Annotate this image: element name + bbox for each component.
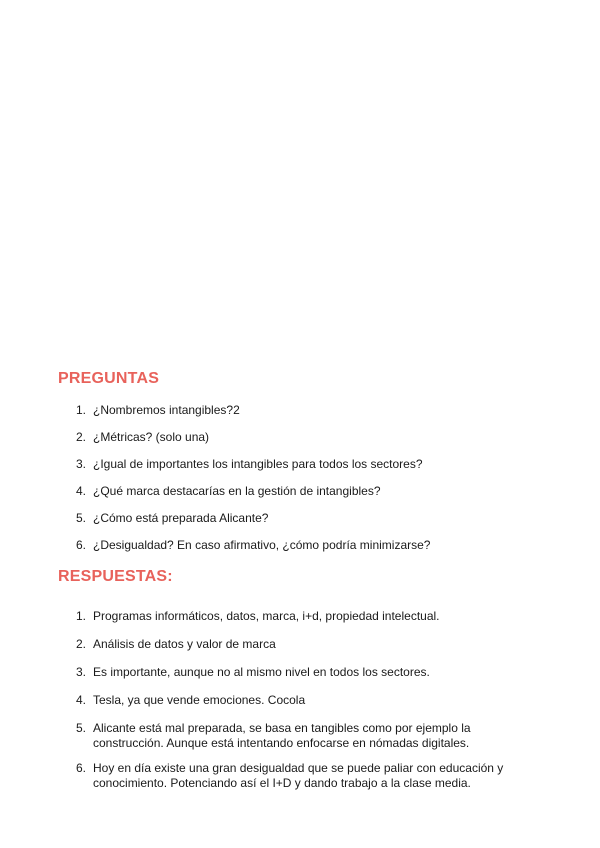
answer-text: Alicante está mal preparada, se basa en tangibles como por ejemplo la construcción. Aunque está intentando enfocarse en nómadas digitales. [93, 721, 471, 750]
answer-text: Es importante, aunque no al mismo nivel en todos los sectores. [93, 665, 430, 679]
question-item [58, 430, 518, 445]
answer-number: 4. [76, 693, 87, 707]
preguntas-heading: PREGUNTAS [58, 370, 160, 387]
answer-text: Hoy en día existe una gran desigualdad que se puede paliar con educación y conocimiento. Potenciando así el I+D y dando trabajo a la clase media. [93, 761, 504, 790]
answer-item [58, 609, 518, 624]
question-text: ¿Cómo está preparada Alicante? [93, 511, 269, 525]
questions-list [58, 403, 518, 565]
answer-item [58, 665, 518, 680]
question-text: ¿Qué marca destacarías en la gestión de intangibles? [93, 484, 381, 498]
question-text: ¿Desigualdad? En caso afirmativo, ¿cómo podría minimizarse? [93, 538, 431, 552]
question-item [58, 511, 518, 526]
respuestas-heading: RESPUESTAS: [58, 568, 173, 585]
answer-item [58, 761, 518, 791]
question-number: 4. [76, 484, 87, 498]
question-number: 1. [76, 403, 87, 417]
question-number: 5. [76, 511, 87, 525]
question-item [58, 538, 518, 553]
answer-number: 1. [76, 609, 87, 623]
answer-number: 6. [76, 761, 87, 775]
question-item [58, 403, 518, 418]
answer-item [58, 637, 518, 652]
answers-list [58, 609, 518, 801]
answer-number: 2. [76, 637, 87, 651]
answer-number: 5. [76, 721, 87, 735]
question-text: ¿Igual de importantes los intangibles para todos los sectores? [93, 457, 423, 471]
answer-item [58, 693, 518, 708]
answer-text: Programas informáticos, datos, marca, i+d, propiedad intelectual. [93, 609, 440, 623]
answer-text: Análisis de datos y valor de marca [93, 637, 276, 651]
answer-number: 3. [76, 665, 87, 679]
question-text: ¿Métricas? (solo una) [93, 430, 210, 444]
question-text: ¿Nombremos intangibles?2 [93, 403, 240, 417]
answer-text: Tesla, ya que vende emociones. Cocola [93, 693, 306, 707]
question-item [58, 457, 518, 472]
answer-item [58, 721, 518, 751]
question-number: 2. [76, 430, 87, 444]
question-item [58, 484, 518, 499]
question-number: 3. [76, 457, 87, 471]
question-number: 6. [76, 538, 87, 552]
